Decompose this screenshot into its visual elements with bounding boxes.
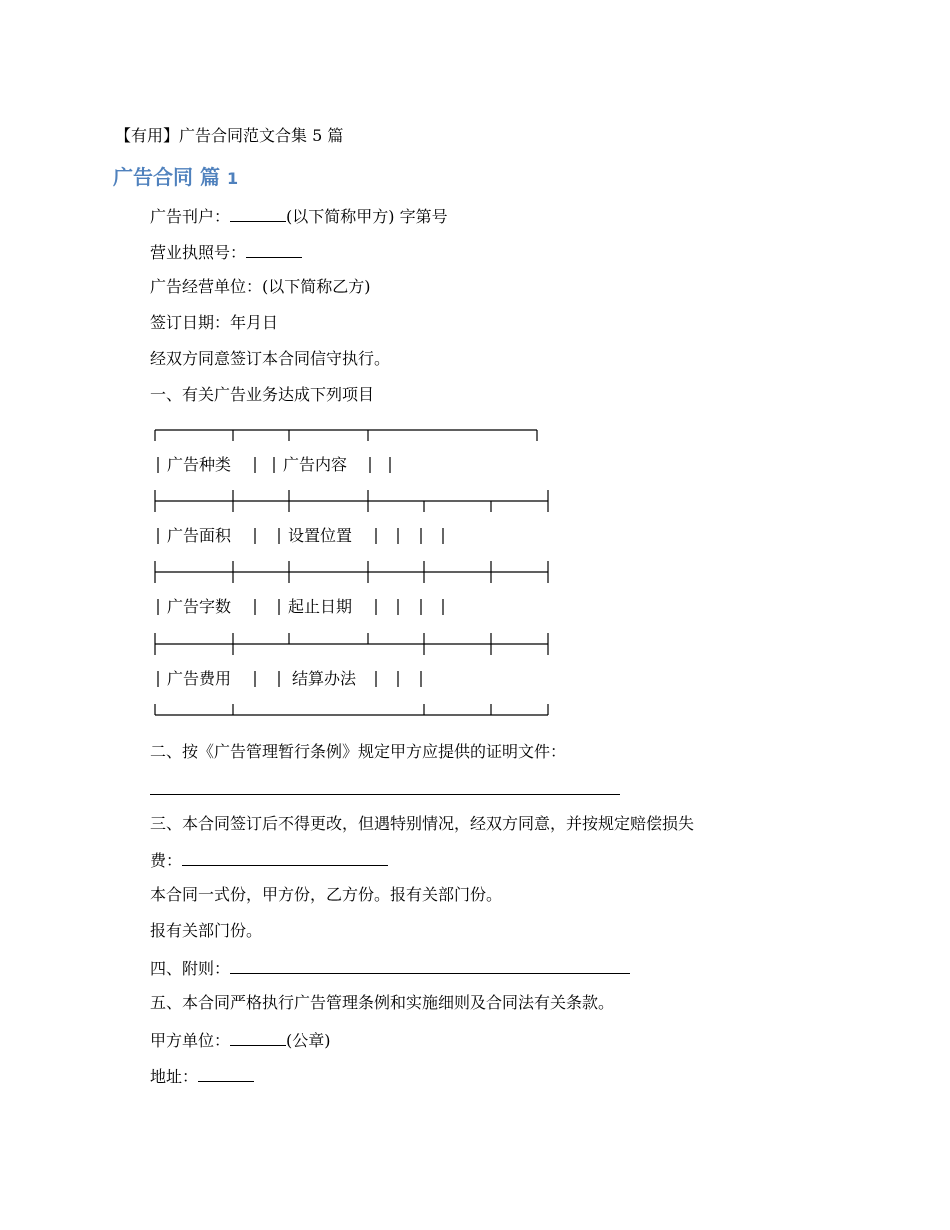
agreement-line: 经双方同意签订本合同信守执行。 <box>150 349 391 368</box>
clause-four <box>150 955 630 981</box>
agency-line: 广告经营单位：(以下简称乙方) <box>150 277 371 296</box>
clause-three: 三、本合同签订后不得更改，但遇特别情况，经双方同意，并按规定赔偿损失 <box>150 814 695 833</box>
section-heading <box>113 163 238 193</box>
party-a-blank <box>230 1027 286 1046</box>
party-a-label: 甲方单位： <box>150 1031 231 1050</box>
license-line <box>150 239 302 265</box>
table-cell-settlement: 结算办法 <box>292 669 357 688</box>
clause-five: 五、本合同严格执行广告管理条例和实施细则及合同法有关条款。 <box>150 993 615 1012</box>
seal-note: (公章) <box>286 1031 331 1050</box>
table-cell-ad-area: 广告面积 <box>167 526 232 545</box>
section-number: 1 <box>226 169 239 188</box>
table-cell-ad-type: 广告种类 <box>167 455 232 474</box>
appendix-blank <box>230 955 630 974</box>
table-cell-date-range: 起止日期 <box>288 597 353 616</box>
appendix-label: 四、附则： <box>150 959 231 978</box>
table-cell-location: 设置位置 <box>288 526 353 545</box>
address-label: 地址： <box>150 1067 199 1086</box>
table-cell-word-count: 广告字数 <box>167 597 232 616</box>
section-heading-text: 广告合同 篇 <box>113 165 220 189</box>
publisher-line <box>150 203 448 229</box>
report-line: 报有关部门份。 <box>150 921 263 940</box>
license-blank <box>246 239 302 258</box>
party-a-unit-line <box>150 1027 331 1053</box>
compensation-fee-line <box>150 847 388 873</box>
copies-line: 本合同一式份，甲方份，乙方份。报有关部门份。 <box>150 885 503 904</box>
document-title: 【有用】广告合同范文合集 5 篇 <box>115 126 344 145</box>
clause-two: 二、按《广告管理暂行条例》规定甲方应提供的证明文件： <box>150 742 567 761</box>
address-line <box>150 1063 254 1089</box>
publisher-blank <box>230 203 286 222</box>
clause-one: 一、有关广告业务达成下列项目 <box>150 385 375 404</box>
fee-label: 费： <box>150 851 183 870</box>
publisher-note: (以下简称甲方) 字第号 <box>286 207 448 226</box>
table-cell-ad-fee: 广告费用 <box>167 669 232 688</box>
documents-blank-line <box>150 776 620 802</box>
license-label: 营业执照号： <box>150 243 247 262</box>
fee-blank <box>182 847 388 866</box>
publisher-label: 广告刊户： <box>150 207 231 226</box>
address-blank <box>198 1063 254 1082</box>
sign-date-line: 签订日期：年月日 <box>150 313 279 332</box>
documents-blank <box>150 776 620 795</box>
table-cell-ad-content: 广告内容 <box>283 455 348 474</box>
